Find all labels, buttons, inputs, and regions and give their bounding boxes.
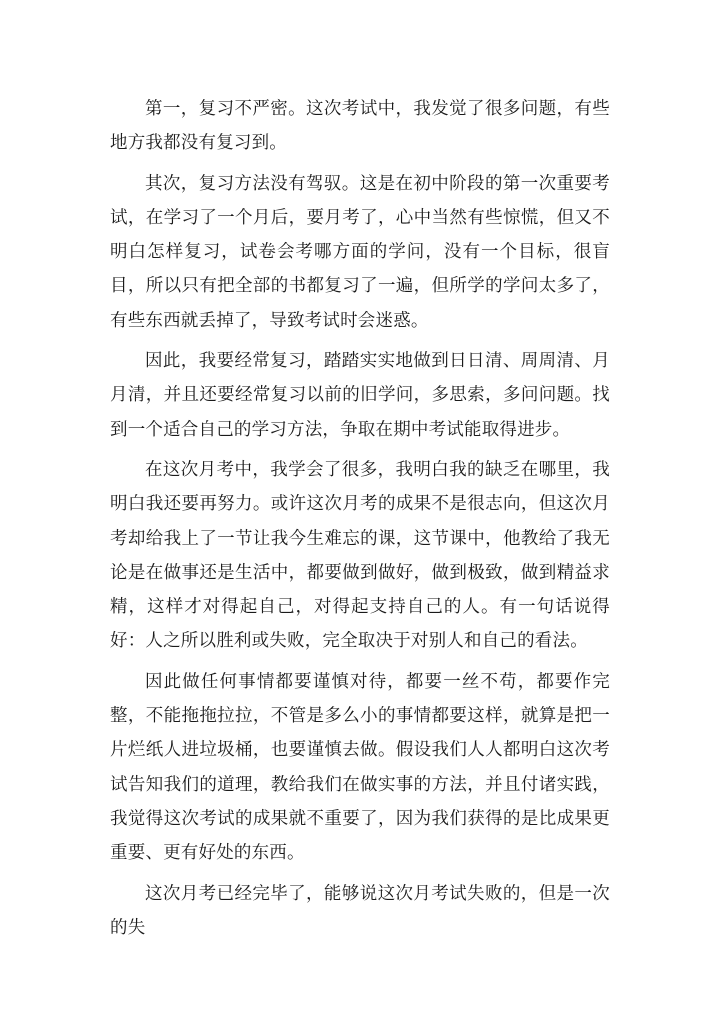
paragraph-5: 因此做任何事情都要谨慎对待，都要一丝不苟，都要作完整，不能拖拖拉拉，不管是多么小的事情都要这样，就算是把一片烂纸人进垃圾桶，也要谨慎去做。假设我们人人都明白这次考试告知我们的道理，教给我们在做实事的方法，并且付诸实践，我觉得这次考试的成果就不重要了，因为我们获得的是比成果更重要、更有好处的东西。 — [110, 671, 610, 864]
paragraph-2: 其次，复习方法没有驾驭。这是在初中阶段的第一次重要考试，在学习了一个月后，要月考了，心中当然有些惊慌，但又不明白怎样复习，试卷会考哪方面的学问，没有一个目标，很盲目，所以只有把全部的书都复习了一遍，但所学的学问太多了，有些东西就丢掉了，导致考试时会迷惑。 — [110, 173, 610, 331]
paragraph-6: 这次月考已经完毕了，能够说这次月考试失败的，但是一次的失 — [110, 883, 610, 938]
document-body — [110, 92, 610, 951]
paragraph-1: 第一，复习不严密。这次考试中，我发觉了很多问题，有些地方我都没有复习到。 — [110, 99, 610, 154]
paragraph-3: 因此，我要经常复习，踏踏实实地做到日日清、周周清、月月清，并且还要经常复习以前的旧学问，多思索，多问问题。找到一个适合自己的学习方法，争取在期中考试能取得进步。 — [110, 351, 610, 440]
paragraph-4: 在这次月考中，我学会了很多，我明白我的缺乏在哪里，我明白我还要再努力。或许这次月考的成果不是很志向，但这次月考却给我上了一节让我今生难忘的课，这节课中，他教给了我无论是在做事还是生活中，都要做到做好，做到极致，做到精益求精，这样才对得起自己，对得起支持自己的人。有一句话说得好：人之所以胜利或失败，完全取决于对别人和自己的看法。 — [110, 459, 610, 652]
